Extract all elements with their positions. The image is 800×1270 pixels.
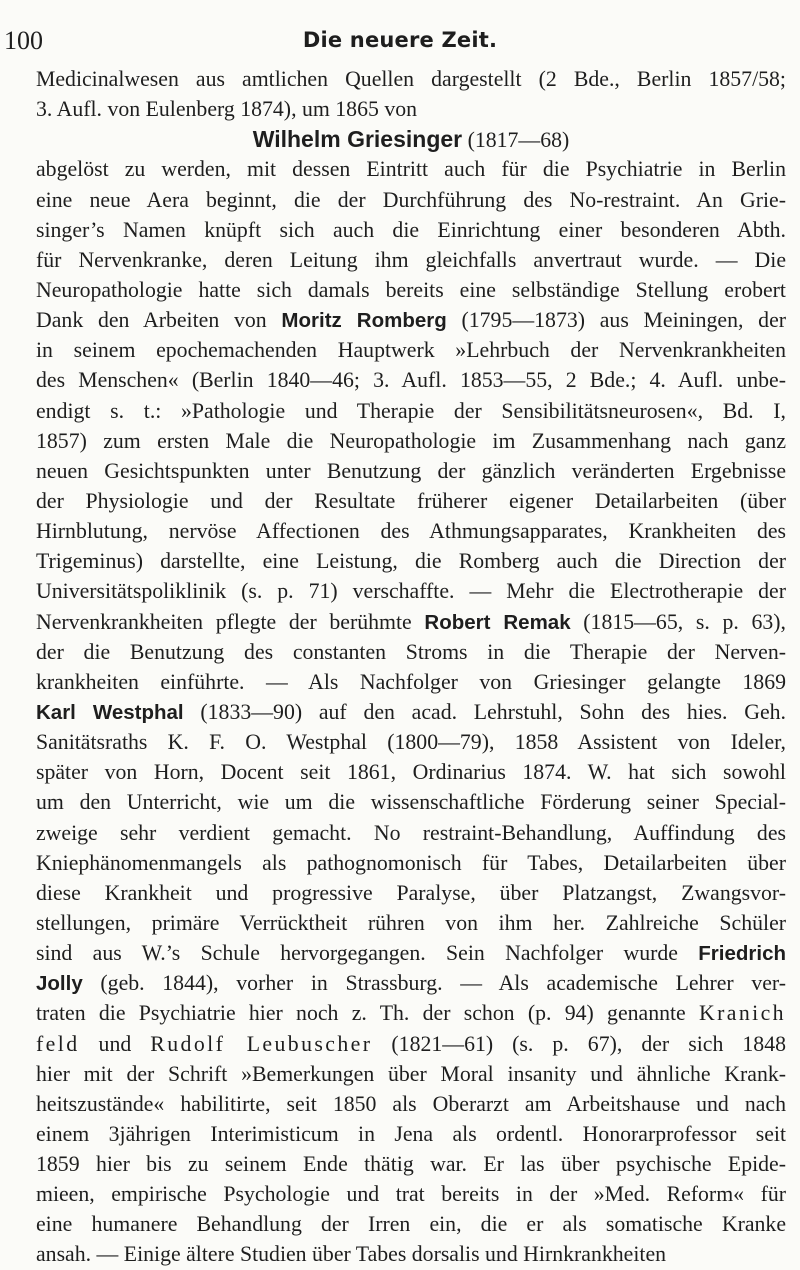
text-line: 1857) zum ersten Male die Neuropathologie im Zusammenhang nach ganz — [36, 428, 786, 453]
text-line: endigt s. t.: »Pathologie und Therapie der Sensibilitätsneurosen«, Bd. I, — [36, 398, 786, 423]
text-line: eine humanere Behandlung der Irren ein, die er als somatische Kranke — [36, 1212, 786, 1237]
page-number: 100 — [4, 26, 43, 55]
text-line: später von Horn, Docent seit 1861, Ordinarius 1874. W. hat sich sowohl — [36, 760, 786, 785]
text-line: Sanitätsraths K. F. O. Westphal (1800—79), 1858 Assistent von Ideler, — [36, 730, 786, 755]
spaced-name: feld — [36, 1031, 80, 1056]
text-line: Karl Westphal (1833—90) auf den acad. Lehrstuhl, Sohn des hies. Geh. — [36, 699, 787, 724]
text-line: für Nervenkranke, deren Leitung ihm gleichfalls anvertraut wurde. — Die — [36, 247, 786, 272]
text-line: Trigeminus) darstellte, eine Leistung, die Romberg auch die Direction der — [36, 549, 786, 574]
text-line: krankheiten einführte. — Als Nachfolger von Griesinger gelangte 1869 — [36, 669, 786, 694]
text-line: 3. Aufl. von Eulenberg 1874), um 1865 von — [36, 97, 418, 122]
text-line: Nervenkrankheiten pflegte der berühmte Robert Remak (1815—65, s. p. 63), — [36, 609, 786, 634]
text-line: Kniephänomenmangels als pathognomonisch für Tabes, Detailarbeiten über — [36, 850, 786, 875]
section-heading: Wilhelm Griesinger (1817—68) — [252, 126, 570, 153]
text-line: 1859 hier bis zu seinem Ende thätig war. Er las über psychische Epide- — [36, 1152, 786, 1177]
page-header — [0, 26, 800, 56]
text-line: Jolly (geb. 1844), vorher in Strassburg. — Als academische Lehrer ver- — [36, 971, 786, 996]
text-line: abgelöst zu werden, mit dessen Eintritt auch für die Psychiatrie in Berlin — [36, 157, 786, 182]
text-line: der Physiologie und der Resultate früherer eigener Detailarbeiten (über — [36, 488, 786, 513]
spaced-name: Rudolf Leubuscher — [150, 1031, 373, 1056]
text-line: einem 3jährigen Interimisticum in Jena als ordentl. Honorarprofessor seit — [36, 1121, 786, 1146]
text-line: zweige sehr verdient gemacht. No restraint-Behandlung, Auffindung des — [36, 820, 786, 845]
text-line: um den Unterricht, wie um die wissenschaftliche Förderung seiner Special- — [36, 790, 786, 815]
text-line: des Menschen« (Berlin 1840—46; 3. Aufl. 1853—55, 2 Bde.; 4. Aufl. unbe- — [36, 368, 786, 393]
text-line: eine neue Aera beginnt, die der Durchführung des No-restraint. An Grie- — [36, 187, 786, 212]
text-line: singer’s Namen knüpft sich auch die Einrichtung einer besonderen Abth. — [36, 217, 786, 242]
bold-name: Robert Remak — [424, 610, 571, 634]
bold-name: Wilhelm Griesinger — [252, 126, 463, 153]
text-line: mieen, empirische Psychologie und trat bereits in der »Med. Reform« für — [36, 1182, 786, 1207]
bold-name: Karl Westphal — [36, 700, 184, 724]
bold-name: Jolly — [36, 972, 83, 996]
text-line: Neuropathologie hatte sich damals bereits eine selbständige Stellung erobert — [36, 277, 786, 302]
text-line: heitszustände« habilitirte, seit 1850 als Oberarzt am Arbeitshause und nach — [36, 1091, 786, 1116]
running-title: Die neuere Zeit. — [302, 28, 498, 52]
text-line: diese Krankheit und progressive Paralyse, über Platzangst, Zwangsvor- — [36, 880, 786, 905]
text-line: traten die Psychiatrie hier noch z. Th. der schon (p. 94) genannte Kranich — [36, 1001, 786, 1026]
text-line: feld und Rudolf Leubuscher (1821—61) (s. p. 67), der sich 1848 — [36, 1031, 786, 1056]
text-line: hier mit der Schrift »Bemerkungen über Moral insanity und ähnliche Krank- — [36, 1061, 786, 1086]
text-line: neuen Gesichtspunkten unter Benutzung der gänzlich veränderten Ergebnisse — [36, 458, 786, 483]
text-line: sind aus W.’s Schule hervorgegangen. Sein Nachfolger wurde Friedrich — [36, 941, 786, 966]
text-line: in seinem epochemachenden Hauptwerk »Lehrbuch der Nervenkrankheiten — [36, 338, 786, 363]
text-line: der die Benutzung des constanten Stroms in die Therapie der Nerven- — [36, 639, 786, 664]
text-line: stellungen, primäre Verrücktheit rühren von ihm her. Zahlreiche Schüler — [36, 910, 786, 935]
text-line: Medicinalwesen aus amtlichen Quellen dargestellt (2 Bde., Berlin 1857/58; — [36, 67, 786, 91]
text-line: ansah. — Einige ältere Studien über Tabes dorsalis und Hirnkrankheiten — [36, 1242, 667, 1267]
text-line: Hirnblutung, nervöse Affectionen des Athmungsapparates, Krankheiten des — [36, 519, 786, 544]
text-line: Universitätspoliklinik (s. p. 71) verschaffte. — Mehr die Electrotherapie der — [36, 579, 786, 604]
body-text — [36, 64, 786, 1270]
bold-name: Friedrich — [698, 942, 786, 966]
text-line: Dank den Arbeiten von Moritz Romberg (1795—1873) aus Meiningen, der — [36, 308, 787, 333]
spaced-name: Kranich — [698, 1001, 786, 1026]
bold-name: Moritz Romberg — [281, 309, 447, 333]
